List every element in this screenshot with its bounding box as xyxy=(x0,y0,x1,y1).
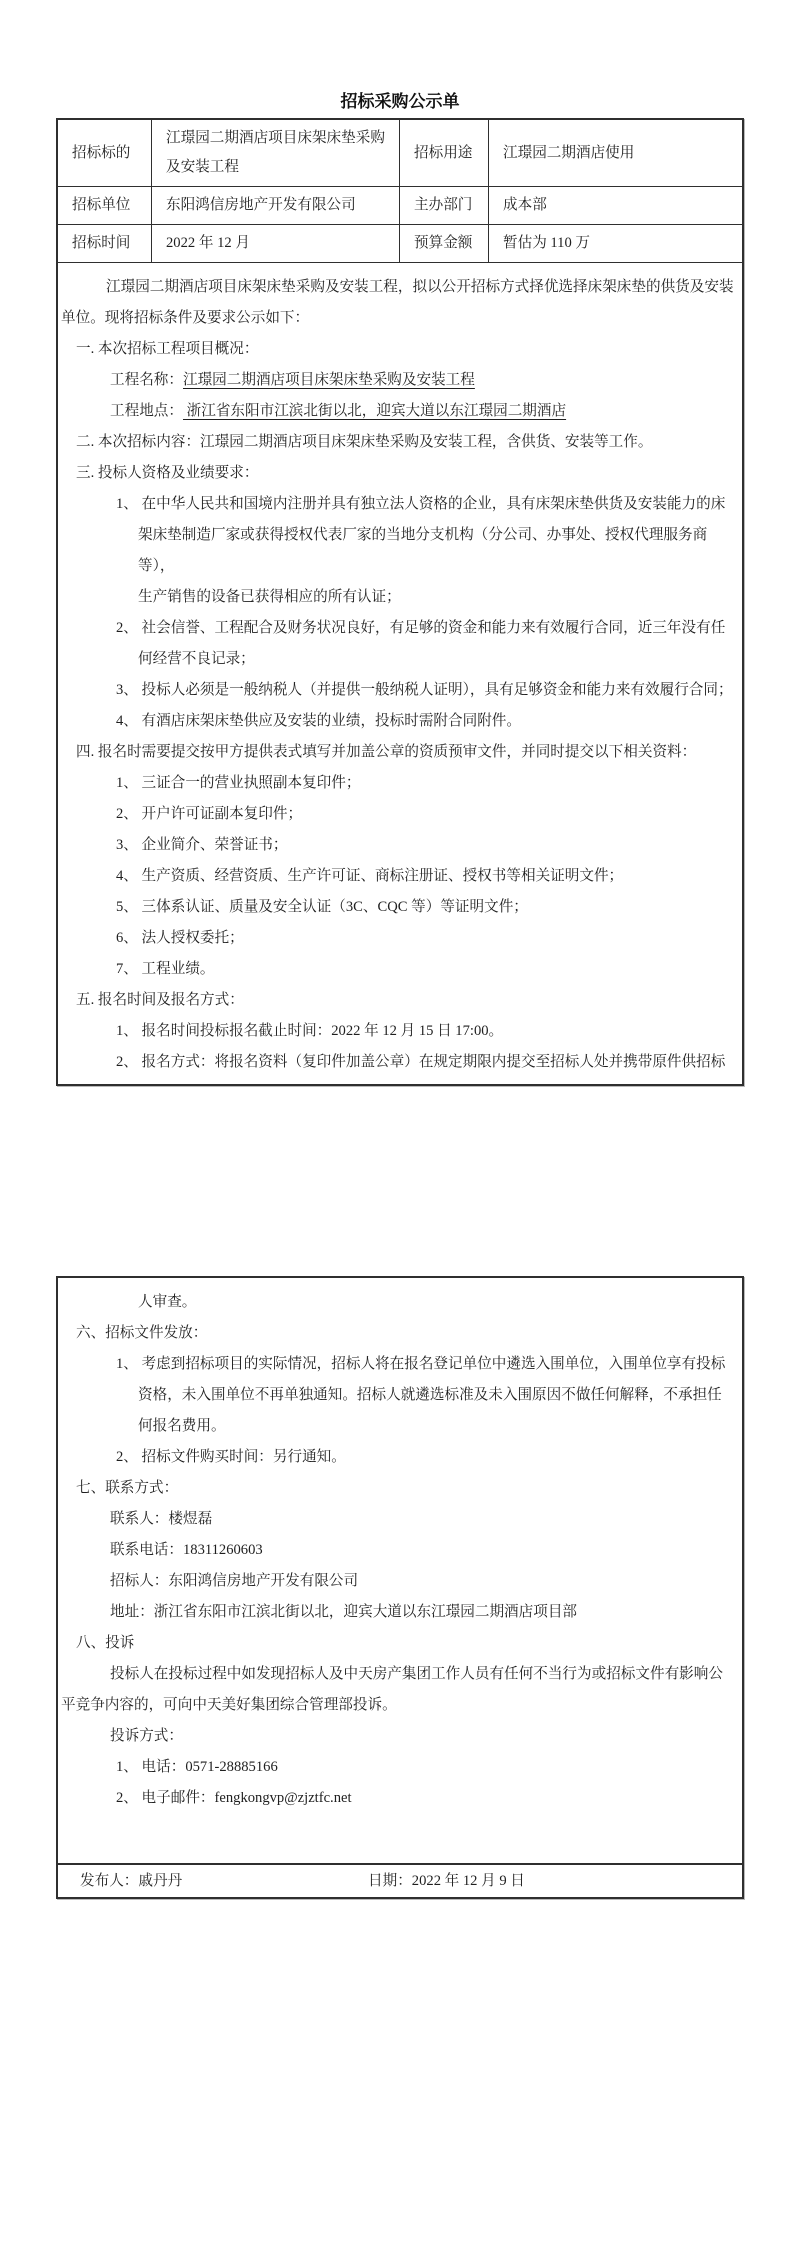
text-line xyxy=(58,1047,738,1078)
text-line xyxy=(58,1380,738,1411)
line-text: 2、 报名方式：将报名资料（复印件加盖公章）在规定期限内提交至招标人处并携带原件供招标 xyxy=(116,1054,726,1070)
text-line xyxy=(58,489,738,520)
text-line xyxy=(58,675,738,706)
label-text: 预算金额 xyxy=(414,235,473,251)
field-label xyxy=(58,120,152,187)
line-text: 4、 有酒店床架床垫供应及安装的业绩，投标时需附合同附件。 xyxy=(116,713,521,729)
page-title: 招标采购公示单 xyxy=(340,92,460,111)
text-line xyxy=(58,644,738,675)
line-text: 联系人：楼煜磊 xyxy=(110,1511,213,1527)
line-text: 架床垫制造厂家或获得授权代表厂家的当地分支机构（分公司、办事处、授权代理服务商等）， xyxy=(138,527,708,574)
text-line xyxy=(58,954,738,985)
line-text: 资格，未入围单位不再单独通知。招标人就遴选标准及未入围原因不做任何解释，不承担任 xyxy=(138,1387,722,1403)
text-line xyxy=(58,613,738,644)
line-text: 投标人在投标过程中如发现招标人及中天房产集团工作人员有任何不当行为或招标文件有影响公 xyxy=(110,1666,723,1682)
text-line xyxy=(58,458,738,489)
line-text: 招标人：东阳鸿信房地产开发有限公司 xyxy=(110,1573,359,1589)
footer-row xyxy=(58,1863,742,1897)
text-line xyxy=(58,303,738,334)
label-text: 招标用途 xyxy=(414,144,473,161)
field-label xyxy=(400,120,489,187)
line-text: 7、 工程业绩。 xyxy=(116,961,215,977)
line-text: 4、 生产资质、经营资质、生产许可证、商标注册证、授权书等相关证明文件； xyxy=(116,868,624,884)
underlined-text: 江璟园二期酒店项目床架床垫采购及安装工程 xyxy=(182,372,475,388)
value-text: 成本部 xyxy=(503,197,547,213)
text-line xyxy=(58,1783,738,1814)
text-line xyxy=(58,334,738,365)
text-line xyxy=(58,1535,738,1566)
text-line xyxy=(58,861,738,892)
text-line xyxy=(58,892,738,923)
text-line xyxy=(58,1690,738,1721)
underlined-text: 浙江省东阳市江滨北街以北，迎宾大道以东江璟园二期酒店 xyxy=(182,403,567,419)
line-text: 2、 电子邮件：fengkongvp@zjztfc.net xyxy=(116,1790,352,1806)
field-value xyxy=(152,225,400,263)
line-text: 2、 社会信誉、工程配合及财务状况良好，有足够的资金和能力来有效履行合同，近三年没有任 xyxy=(116,620,726,636)
text-line xyxy=(58,1659,738,1690)
line-text: 一. 本次招标工程项目概况： xyxy=(76,341,259,357)
text-line xyxy=(58,985,738,1016)
field-label xyxy=(58,225,152,263)
text-line xyxy=(58,1628,738,1659)
text-line xyxy=(58,706,738,737)
text-line xyxy=(58,923,738,954)
text-line xyxy=(58,1752,738,1783)
label-text: 招标标的 xyxy=(72,144,131,161)
text-line xyxy=(58,768,738,799)
text-line xyxy=(58,1442,738,1473)
line-text: 何报名费用。 xyxy=(138,1418,226,1434)
text-line xyxy=(58,1566,738,1597)
value-text: 江璟园二期酒店使用 xyxy=(503,144,635,161)
text-line xyxy=(58,1597,738,1628)
value-text: 东阳鸿信房地产开发有限公司 xyxy=(166,197,356,213)
line-text: 2、 招标文件购买时间：另行通知。 xyxy=(116,1449,346,1465)
line-text: 3、 投标人必须是一般纳税人（并提供一般纳税人证明），具有足够资金和能力来有效履行合同； xyxy=(116,682,733,698)
publisher-name: 戚丹丹 xyxy=(138,1873,183,1889)
line-text: 联系电话：18311260603 xyxy=(110,1542,263,1558)
label-text: 招标时间 xyxy=(72,235,131,251)
text-line xyxy=(58,1411,738,1442)
line-text: 何经营不良记录； xyxy=(138,651,255,667)
line-text: 八、投诉 xyxy=(76,1635,135,1651)
field-label xyxy=(400,225,489,263)
line-text: 投诉方式： xyxy=(110,1728,183,1744)
line-text: 工程地点： xyxy=(110,403,183,419)
field-value xyxy=(489,120,742,187)
line-text: 四. 报名时需要提交按甲方提供表式填写并加盖公章的资质预审文件，并同时提交以下相关资料： xyxy=(76,744,697,760)
line-text: 六、招标文件发放： xyxy=(76,1325,208,1341)
value-text: 暂估为 110 万 xyxy=(503,235,591,251)
line-text: 七、联系方式： xyxy=(76,1480,179,1496)
info-table xyxy=(58,120,742,263)
text-line xyxy=(58,1287,738,1318)
line-text: 5、 三体系认证、质量及安全认证（3C、CQC 等）等证明文件； xyxy=(116,899,528,915)
field-value xyxy=(489,187,742,225)
publish-date-field xyxy=(368,1865,525,1897)
text-line xyxy=(58,1349,738,1380)
value-text: 江璟园二期酒店项目床架床垫采购及安装工程 xyxy=(166,130,385,175)
text-line xyxy=(58,582,738,613)
line-text: 1、 报名时间投标报名截止时间：2022 年 12 月 15 日 17:00。 xyxy=(116,1023,504,1039)
date-label: 日期： xyxy=(368,1873,412,1889)
text-line xyxy=(58,396,738,427)
field-value xyxy=(489,225,742,263)
text-line xyxy=(58,737,738,768)
line-text: 1、 电话：0571-28885166 xyxy=(116,1759,278,1775)
text-line xyxy=(58,272,738,303)
text-line xyxy=(58,365,738,396)
publisher-field xyxy=(80,1865,182,1897)
text-line xyxy=(58,1318,738,1349)
line-text: 江璟园二期酒店项目床架床垫采购及安装工程，拟以公开招标方式择优选择床架床垫的供货及安装 xyxy=(106,279,734,295)
line-text: 工程名称： xyxy=(110,372,183,388)
field-label xyxy=(400,187,489,225)
line-text: 1、 三证合一的营业执照副本复印件； xyxy=(116,775,361,791)
line-text: 人审查。 xyxy=(138,1294,197,1310)
line-text: 平竞争内容的，可向中天美好集团综合管理部投诉。 xyxy=(61,1697,397,1713)
line-text: 3、 企业简介、荣誉证书； xyxy=(116,837,288,853)
line-text: 地址：浙江省东阳市江滨北街以北，迎宾大道以东江璟园二期酒店项目部 xyxy=(110,1604,578,1620)
field-value xyxy=(152,187,400,225)
field-label xyxy=(58,187,152,225)
line-text: 五. 报名时间及报名方式： xyxy=(76,992,244,1008)
line-text: 单位。现将招标条件及要求公示如下： xyxy=(61,310,310,326)
text-line xyxy=(58,830,738,861)
publisher-label: 发布人： xyxy=(80,1873,139,1889)
notice-body-page2 xyxy=(58,1278,742,1863)
line-text: 三. 投标人资格及业绩要求： xyxy=(76,465,259,481)
text-line xyxy=(58,427,738,458)
notice-body-page1 xyxy=(58,263,742,1084)
label-text: 招标单位 xyxy=(72,197,131,213)
line-text: 1、 考虑到招标项目的实际情况，招标人将在报名登记单位中遴选入围单位，入围单位享有投标 xyxy=(116,1356,726,1372)
line-text: 2、 开户许可证副本复印件； xyxy=(116,806,303,822)
text-line xyxy=(58,1504,738,1535)
line-text: 二. 本次招标内容：江璟园二期酒店项目床架床垫采购及安装工程，含供货、安装等工作。 xyxy=(76,434,653,450)
text-line xyxy=(58,1016,738,1047)
value-text: 2022 年 12 月 xyxy=(166,235,250,251)
text-line xyxy=(58,799,738,830)
date-value: 2022 年 12 月 9 日 xyxy=(411,1873,525,1889)
notice-box-page1 xyxy=(56,118,744,1086)
notice-box-page2 xyxy=(56,1276,744,1899)
field-value xyxy=(152,120,400,187)
label-text: 主办部门 xyxy=(414,197,473,213)
line-text: 6、 法人授权委托； xyxy=(116,930,244,946)
text-line xyxy=(58,1473,738,1504)
line-text: 1、 在中华人民共和国境内注册并具有独立法人资格的企业，具有床架床垫供货及安装能力的床 xyxy=(116,496,726,512)
line-text: 生产销售的设备已获得相应的所有认证； xyxy=(138,589,401,605)
text-line xyxy=(58,520,738,582)
text-line xyxy=(58,1721,738,1752)
